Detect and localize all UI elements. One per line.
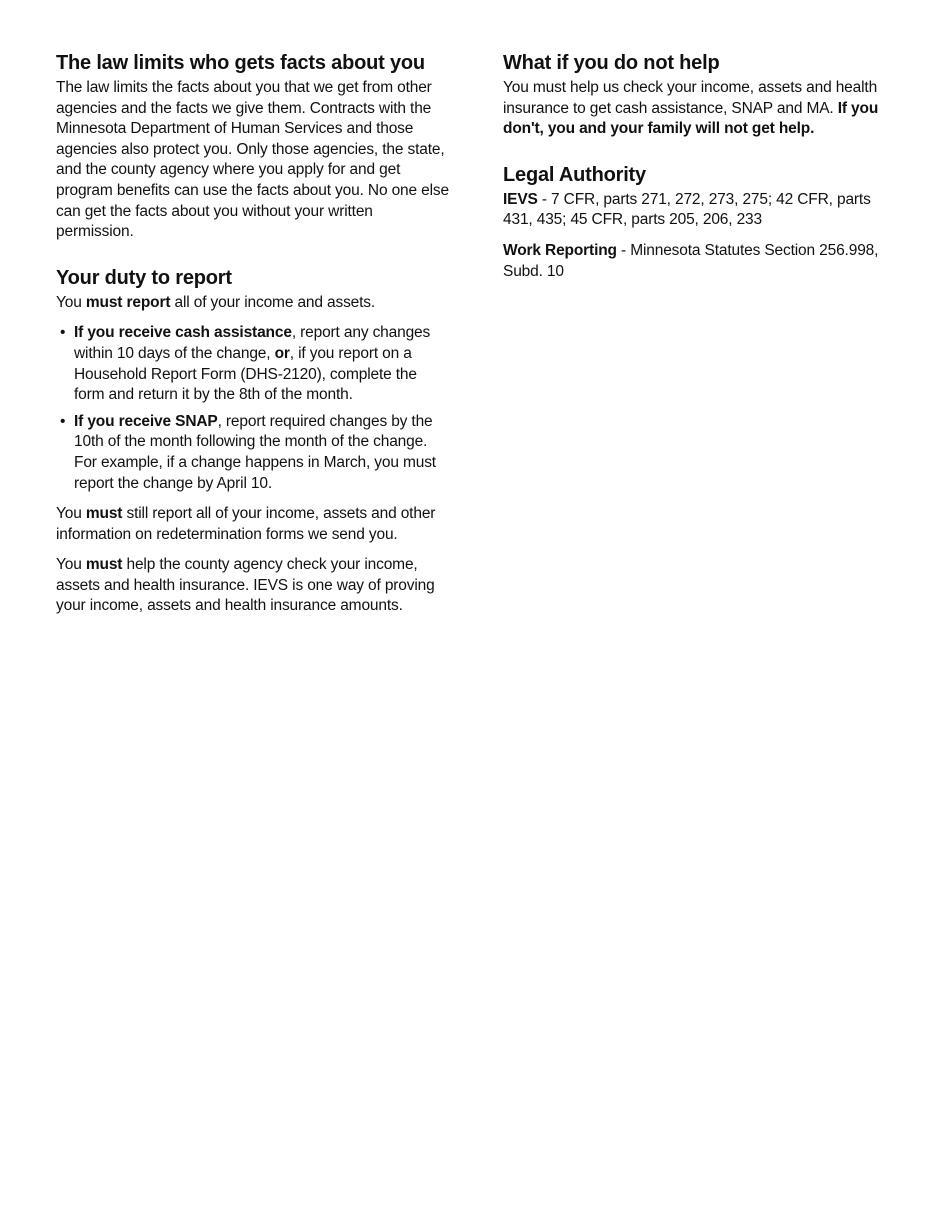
duty-intro-post: all of your income and assets. bbox=[170, 293, 376, 311]
law-limits-section bbox=[56, 50, 450, 243]
cash-assistance-text: , report any changes within 10 days of the change, bbox=[74, 324, 431, 362]
no-help-pre: You must help us check your income, assets and health insurance to get cash assistance, SNAP and MA. bbox=[503, 79, 878, 117]
ievs-text: - 7 CFR, parts 271, 272, 273, 275; 42 CFR, parts 431, 435; 45 CFR, parts 205, 206, 233 bbox=[503, 190, 871, 229]
legal-authority-section bbox=[503, 162, 903, 282]
list-item bbox=[56, 323, 450, 405]
redetermination-bold: must bbox=[85, 505, 123, 523]
ievs-help-paragraph bbox=[56, 555, 450, 617]
work-reporting-citation bbox=[503, 241, 903, 282]
no-help-body bbox=[503, 78, 903, 140]
ievs-help-post: help the county agency check your income, assets and health insurance. IEVS is one way of proving your income, assets and health insurance amounts. bbox=[56, 556, 435, 615]
bullet-icon: • bbox=[60, 324, 66, 342]
left-column bbox=[56, 50, 450, 639]
or-bold: or bbox=[274, 344, 290, 362]
law-limits-body: The law limits the facts about you that we get from other agencies and the facts we give them. Contracts with the Minnesota Department of Human Services and those agencies also protect you. Only those agencies, the state, and the county agency where you apply for and get program benefits can use the facts about you. No one else can get the facts about you without your written permission. bbox=[56, 79, 449, 241]
no-help-heading: What if you do not help bbox=[503, 52, 720, 74]
cash-assistance-bold: If you receive cash assistance bbox=[74, 324, 292, 342]
ievs-citation bbox=[503, 190, 903, 231]
duty-to-report-section bbox=[56, 265, 450, 617]
list-item bbox=[56, 412, 450, 494]
no-help-section bbox=[503, 50, 903, 140]
bullet-icon: • bbox=[60, 412, 66, 430]
snap-text: , report required changes by the 10th of the month following the month of the change. For example, if a change happens in March, you must report the change by April 10. bbox=[74, 412, 436, 492]
work-reporting-label: Work Reporting bbox=[503, 241, 617, 259]
law-limits-heading: The law limits who gets facts about you bbox=[56, 52, 425, 74]
legal-authority-heading: Legal Authority bbox=[503, 163, 646, 186]
duty-intro bbox=[56, 293, 450, 314]
redetermination-paragraph bbox=[56, 504, 450, 545]
cash-assistance-text-2: , if you report on a Household Report Form (DHS-2120), complete the form and return it by the 8th of the month. bbox=[74, 344, 417, 404]
report-rules-list bbox=[56, 323, 450, 494]
redetermination-pre: You bbox=[56, 505, 86, 523]
duty-intro-bold: must report bbox=[85, 293, 171, 311]
right-column bbox=[503, 50, 903, 304]
ievs-help-pre: You bbox=[56, 556, 86, 574]
duty-to-report-heading: Your duty to report bbox=[56, 266, 232, 289]
duty-intro-pre: You bbox=[56, 293, 86, 311]
redetermination-post: still report all of your income, assets and other information on redetermination forms we send you. bbox=[56, 505, 436, 543]
snap-bold: If you receive SNAP bbox=[74, 412, 218, 430]
ievs-help-bold: must bbox=[85, 556, 123, 574]
work-reporting-text: - Minnesota Statutes Section 256.998, Subd. 10 bbox=[503, 241, 879, 280]
ievs-label: IEVS bbox=[503, 190, 538, 208]
no-help-bold: If you don't, you and your family will not get help. bbox=[503, 99, 879, 138]
